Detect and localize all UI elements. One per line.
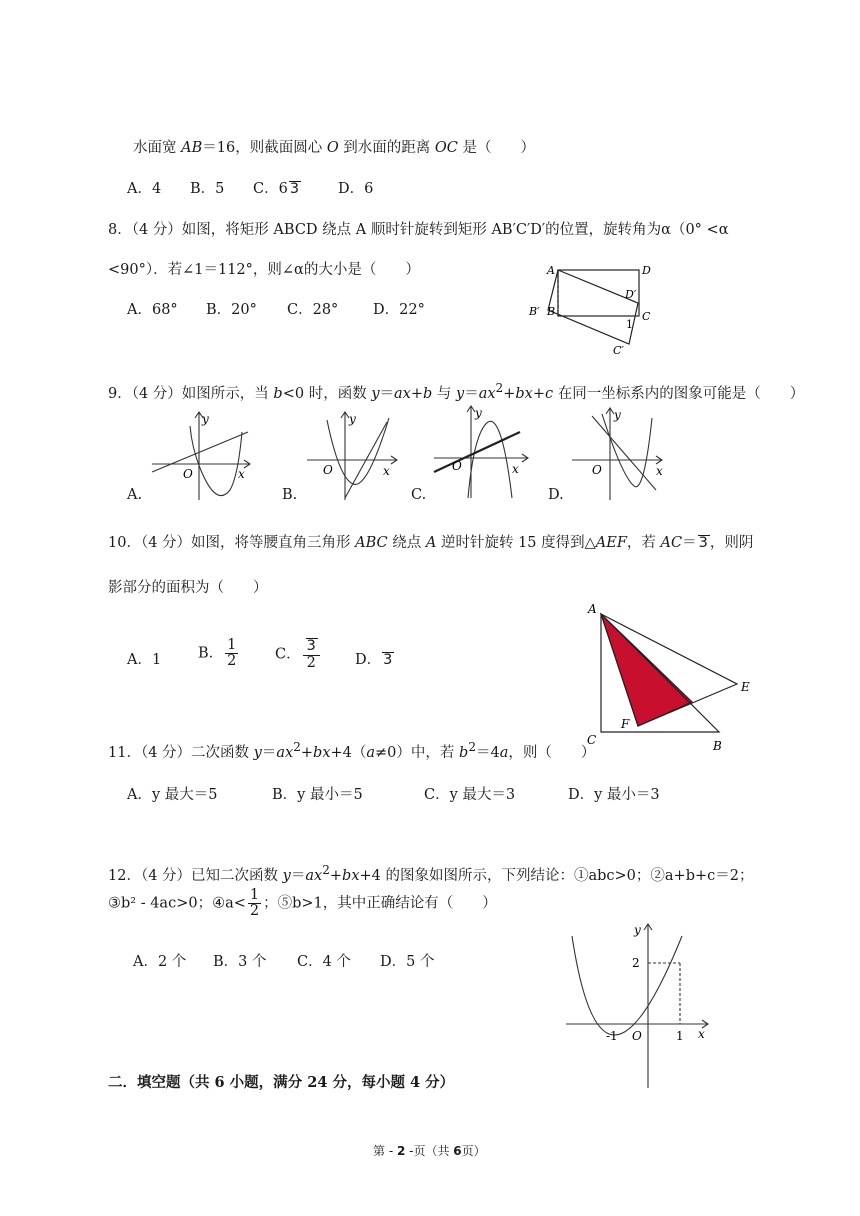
q12-label-neg1: -1 xyxy=(606,1029,618,1043)
q9c-x-label: x xyxy=(512,462,519,476)
q12-option-c: C．4 个 xyxy=(297,954,351,970)
q9-graph-c xyxy=(432,402,532,500)
q10-label-a: A xyxy=(588,602,597,616)
q10-label-c: C xyxy=(587,733,597,747)
q9a-origin-label: O xyxy=(183,467,193,481)
q9a-y-label: y xyxy=(202,412,209,426)
q12-option-b: B．3 个 xyxy=(213,954,267,970)
q10-label-b: B xyxy=(713,739,722,753)
q10-option-d: D． 3 xyxy=(355,652,393,668)
q9-option-c: C. xyxy=(411,487,427,503)
q12-option-d: D．5 个 xyxy=(380,954,435,970)
q8-label-1: 1 xyxy=(626,318,633,331)
q9b-origin-label: O xyxy=(323,463,333,477)
q9a-x-label: x xyxy=(238,467,245,481)
q9b-y-label: y xyxy=(349,412,356,426)
q8-line2: <90°）．若∠1＝112°，则∠α的大小是（ ） xyxy=(108,262,420,278)
q9-text: 9．（4 分）如图所示，当 b<0 时，函数 y＝ax+b 与 $y=ax^2+bx+c$ 在同一坐标系内的图象可能是（ ） xyxy=(108,381,805,402)
q8-option-d: D．22° xyxy=(373,302,425,318)
q9-graph-b xyxy=(305,408,400,500)
q8-label-c: C xyxy=(642,310,651,323)
q12-line1: 12．（4 分）已知二次函数 $y=ax^2+bx+4$ 的图象如图所示，下列结论：①abc>0；②a+b+c＝2； xyxy=(108,863,754,884)
q7-option-d: D．6 xyxy=(338,181,374,197)
q12-line2: ③b² - 4ac>0；④a< $\frac{1}{2}$ ；⑤b>1，其中正确结论有（ ） xyxy=(108,887,497,920)
q8-option-c: C．28° xyxy=(287,302,339,318)
q12-origin-label: O xyxy=(632,1029,642,1043)
q9-graph-a xyxy=(150,408,255,500)
q9d-y-label: y xyxy=(614,408,621,422)
q10-option-b: B． $\frac{1}{2}$ xyxy=(198,637,237,670)
q12-option-a: A．2 个 xyxy=(133,954,187,970)
q9c-y-label: y xyxy=(475,406,482,420)
q8-label-a: A xyxy=(547,264,555,277)
q11-option-a: A．y 最大＝5 xyxy=(127,787,218,803)
q8-rectangle-figure xyxy=(525,262,660,362)
q7-text: 水面宽 AB＝16，则截面圆心 O 到水面的距离 OC 是（ ） xyxy=(133,140,536,156)
q10-line2: 影部分的面积为（ ） xyxy=(108,580,268,596)
q8-label-b: B xyxy=(547,305,556,318)
q8-label-d: D xyxy=(642,264,651,277)
q9d-x-label: x xyxy=(656,464,663,478)
q8-label-dprime: D′ xyxy=(625,288,637,301)
q10-label-e: E xyxy=(741,680,750,694)
q12-parabola-figure xyxy=(562,920,717,1090)
q12-y-label: y xyxy=(634,923,641,937)
q11-option-d: D．y 最小＝3 xyxy=(568,787,660,803)
q9d-origin-label: O xyxy=(592,463,602,477)
q8-label-cprime: C′ xyxy=(613,344,624,357)
q7-option-a: A．4 xyxy=(127,181,162,197)
q7-option-c: C．6 3 xyxy=(253,181,300,197)
q9c-origin-label: O xyxy=(452,459,462,473)
q9b-x-label: x xyxy=(383,464,390,478)
q9-graph-d xyxy=(570,404,668,500)
section-2-heading: 二．填空题（共 6 小题，满分 24 分，每小题 4 分） xyxy=(108,1074,455,1091)
q11-text: 11．（4 分）二次函数 $y=ax^2+bx+4(a\ne 0)$中，若 $b^2=4a$，则（ ） xyxy=(108,740,596,761)
page-footer: 第 - 2 -页（共 6页） xyxy=(373,1144,486,1158)
q12-x-label: x xyxy=(698,1027,705,1041)
q9-option-d: D. xyxy=(548,487,564,503)
q8-line1: 8．（4 分）如图，将矩形 ABCD 绕点 A 顺时针旋转到矩形 AB′C′D′的位置，旋转角为α（0° <α xyxy=(108,222,729,238)
q11-option-b: B．y 最小＝5 xyxy=(272,787,363,803)
q8-option-b: B．20° xyxy=(206,302,257,318)
q10-label-f: F xyxy=(621,717,630,731)
q9-option-a: A. xyxy=(127,487,143,503)
q7-option-b: B．5 xyxy=(190,181,225,197)
q10-option-c: C． $\frac{3}{2}$ xyxy=(275,638,322,671)
q12-label-2: 2 xyxy=(632,956,640,970)
q12-label-1: 1 xyxy=(676,1029,684,1043)
q8-option-a: A．68° xyxy=(127,302,178,318)
q10-option-a: A．1 xyxy=(127,652,162,668)
q10-line1: 10．（4 分）如图，将等腰直角三角形 ABC 绕点 A 逆时针旋转 15 度得到△AEF，若 AC＝ 3 ，则阴 xyxy=(108,535,754,551)
q11-option-c: C．y 最大＝3 xyxy=(424,787,516,803)
q9-option-b: B. xyxy=(282,487,298,503)
q8-label-bprime: B′ xyxy=(529,305,540,318)
q10-triangle-figure xyxy=(583,598,763,760)
